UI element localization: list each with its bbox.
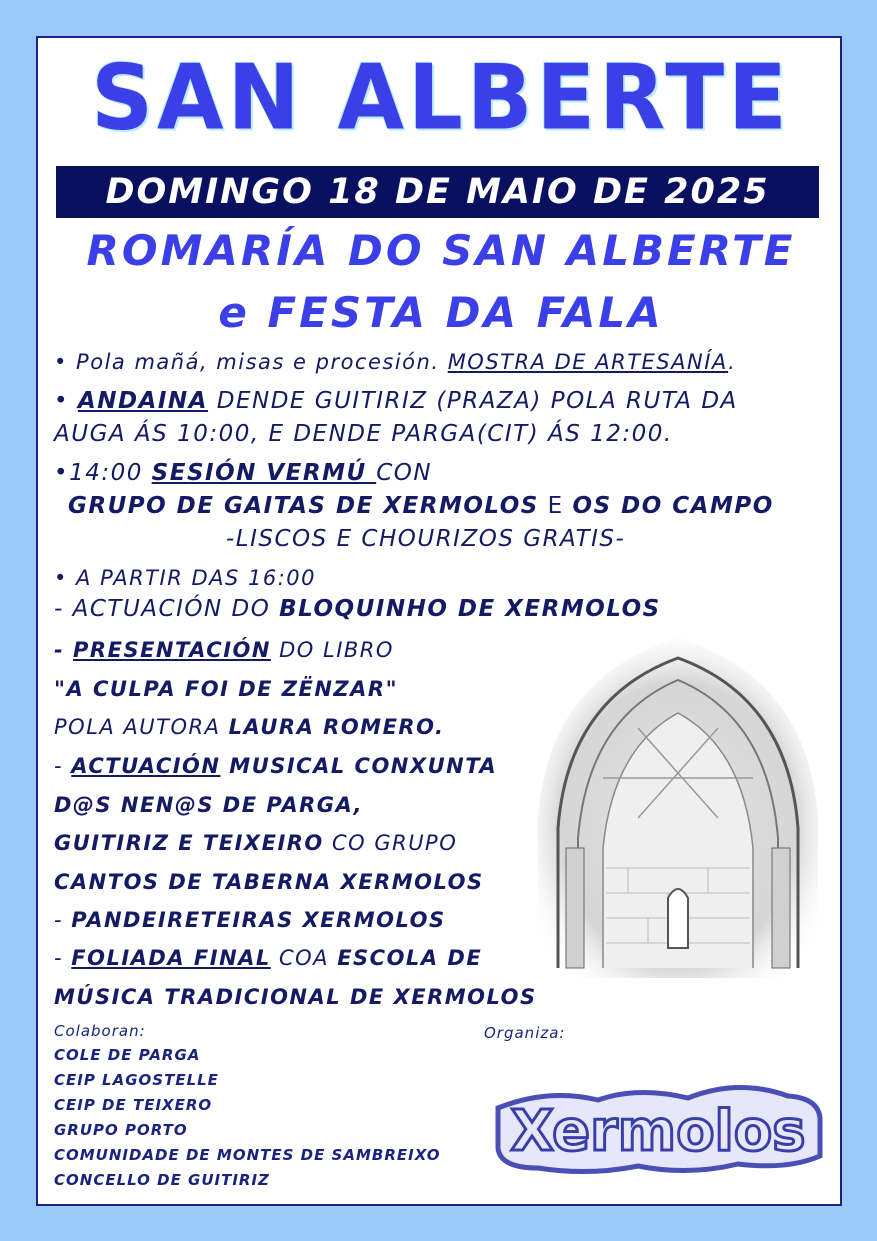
subtitle-romaria: ROMARÍA DO SAN ALBERTE [86, 226, 796, 275]
colaborador-item: CEIP LAGOSTELLE [54, 1071, 219, 1089]
date-banner: DOMINGO 18 DE MAIO DE 2025 [56, 166, 819, 218]
poster [36, 36, 842, 1206]
program-line-nenos: D@S NEN@S DE PARGA, [54, 793, 364, 817]
program-line-book: "A CULPA FOI DE ZËNZAR" [54, 677, 399, 701]
colaborador-item: CONCELLO DE GUITIRIZ [54, 1171, 270, 1189]
program-line-vermu: •14:00 SESIÓN VERMÚ CON [54, 460, 433, 486]
program-line-andaina-2: AUGA ÁS 10:00, E DENDE PARGA(CIT) ÁS 12:00. [54, 421, 673, 447]
program-line-pandeireteiras: - PANDEIRETEIRAS XERMOLOS [54, 908, 446, 932]
colaborador-item: CEIP DE TEIXERO [54, 1096, 213, 1114]
program-line-groups: GRUPO DE GAITAS DE XERMOLOS E OS DO CAMPO [68, 493, 774, 519]
church-arch-illustration [518, 618, 838, 978]
program-line-escola: MÚSICA TRADICIONAL DE XERMOLOS [54, 985, 537, 1009]
event-title: SAN ALBERTE [91, 45, 791, 151]
logo-text: Xermolos [510, 1099, 806, 1164]
program-line-liscos: -LISCOS E CHOURIZOS GRATIS- [226, 526, 626, 552]
program-line-afternoon: • A PARTIR DAS 16:00 [54, 566, 317, 590]
program-line-guitiriz: GUITIRIZ E TEIXEIRO CO GRUPO [54, 831, 458, 855]
program-line-actuacion: - ACTUACIÓN MUSICAL CONXUNTA [54, 754, 498, 778]
program-line-morning: • Pola mañá, misas e procesión. MOSTRA DE ARTESANÍA. [54, 350, 737, 374]
colaborador-item: GRUPO PORTO [54, 1121, 188, 1139]
program-line-autora: POLA AUTORA LAURA ROMERO. [54, 715, 445, 739]
program-line-andaina: • ANDAINA DENDE GUITIRIZ (PRAZA) POLA RUTA DA [54, 388, 738, 414]
colaborador-item: COLE DE PARGA [54, 1046, 201, 1064]
xermolos-logo [488, 1068, 828, 1178]
colaboran-label: Colaboran: [54, 1022, 146, 1040]
program-line-presentacion: - PRESENTACIÓN DO LIBRO [54, 638, 394, 662]
subtitle-festa: e FESTA DA FALA [218, 288, 664, 337]
program-line-foliada: - FOLIADA FINAL COA ESCOLA DE [54, 946, 483, 970]
program-line-bloquinho: - ACTUACIÓN DO BLOQUINHO DE XERMOLOS [54, 596, 661, 622]
organiza-label: Organiza: [484, 1024, 566, 1042]
program-line-cantos: CANTOS DE TABERNA XERMOLOS [54, 870, 484, 894]
colaborador-item: COMUNIDADE DE MONTES DE SAMBREIXO [54, 1146, 441, 1164]
